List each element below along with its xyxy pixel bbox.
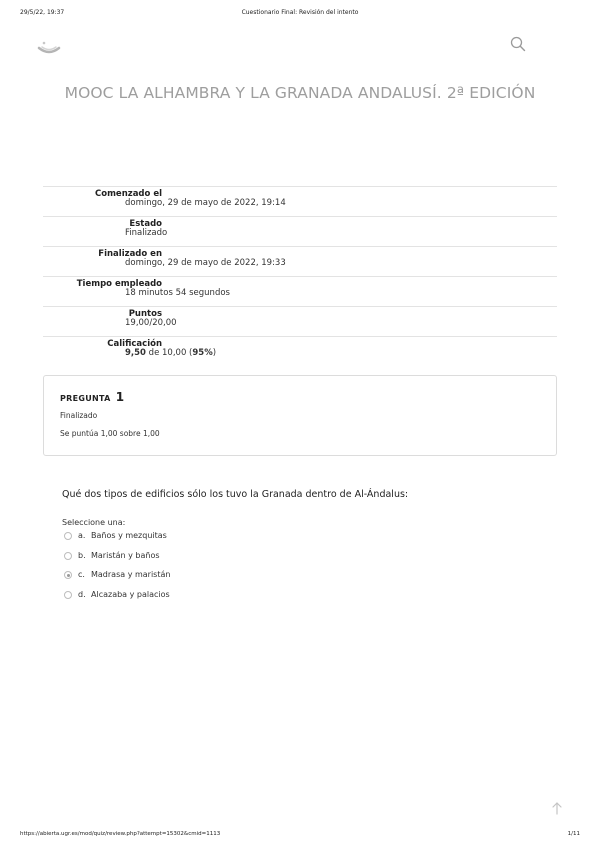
print-page-title: Cuestionario Final: Revisión del intento xyxy=(241,9,359,16)
summary-label: Tiempo empleado xyxy=(76,279,162,289)
summary-value: 19,00/20,00 xyxy=(125,318,177,328)
summary-label: Calificación xyxy=(107,339,162,349)
question-label xyxy=(60,390,124,404)
answer-prompt: Seleccione una: xyxy=(62,518,126,527)
summary-label: Finalizado en xyxy=(98,249,162,259)
summary-value: domingo, 29 de mayo de 2022, 19:33 xyxy=(125,258,286,268)
grade-of-text: de 10,00 ( xyxy=(145,348,193,358)
summary-label: Comenzado el xyxy=(95,189,162,199)
summary-grade-value xyxy=(125,348,216,358)
logo-icon[interactable] xyxy=(36,38,62,56)
option-letter: a. xyxy=(78,531,86,540)
grade-percent: 95% xyxy=(192,348,213,358)
summary-value: domingo, 29 de mayo de 2022, 19:14 xyxy=(125,198,286,208)
question-grade: Se puntúa 1,00 sobre 1,00 xyxy=(60,429,160,438)
option-letter: c. xyxy=(78,570,85,579)
summary-row-state xyxy=(43,216,557,246)
grade-score: 9,50 xyxy=(125,348,146,358)
summary-row-started xyxy=(43,186,557,216)
option-letter: d. xyxy=(78,589,86,599)
question-label-text: PREGUNTA xyxy=(60,394,111,403)
summary-row-finished xyxy=(43,246,557,276)
radio-button-selected[interactable] xyxy=(64,571,72,579)
summary-row-points xyxy=(43,306,557,336)
question-text: Qué dos tipos de edificios sólo los tuvo la Granada dentro de Al-Ándalus: xyxy=(62,489,409,500)
arrow-up-icon[interactable] xyxy=(550,800,564,816)
summary-row-grade xyxy=(43,336,557,366)
print-date: 29/5/22, 19:37 xyxy=(20,9,65,16)
course-title: MOOC LA ALHAMBRA Y LA GRANADA ANDALUSÍ. 2ª EDICIÓN xyxy=(64,84,536,102)
grade-close: ) xyxy=(212,348,217,358)
radio-button[interactable] xyxy=(64,532,72,540)
page-url: https://abierta.ugr.es/mod/quiz/review.php?attempt=15302&cmid=1113 xyxy=(20,831,221,837)
option-text: Maristán y baños xyxy=(91,550,160,560)
summary-value: Finalizado xyxy=(125,228,168,238)
print-header xyxy=(20,9,580,21)
question-info-box xyxy=(43,375,557,456)
question-state: Finalizado xyxy=(60,411,98,420)
summary-label: Puntos xyxy=(128,309,162,319)
search-icon[interactable] xyxy=(510,36,526,52)
question-number: 1 xyxy=(115,390,125,404)
attempt-summary-table xyxy=(43,186,557,366)
radio-button[interactable] xyxy=(64,591,72,599)
page-count: 1/11 xyxy=(567,831,580,837)
option-text: Alcazaba y palacios xyxy=(91,589,170,599)
radio-button[interactable] xyxy=(64,552,72,560)
summary-label: Estado xyxy=(129,219,162,229)
summary-value: 18 minutos 54 segundos xyxy=(125,288,230,298)
option-text: Madrasa y maristán xyxy=(91,570,171,579)
option-letter: b. xyxy=(78,550,86,560)
summary-row-time-taken xyxy=(43,276,557,306)
option-text: Baños y mezquitas xyxy=(91,531,167,540)
